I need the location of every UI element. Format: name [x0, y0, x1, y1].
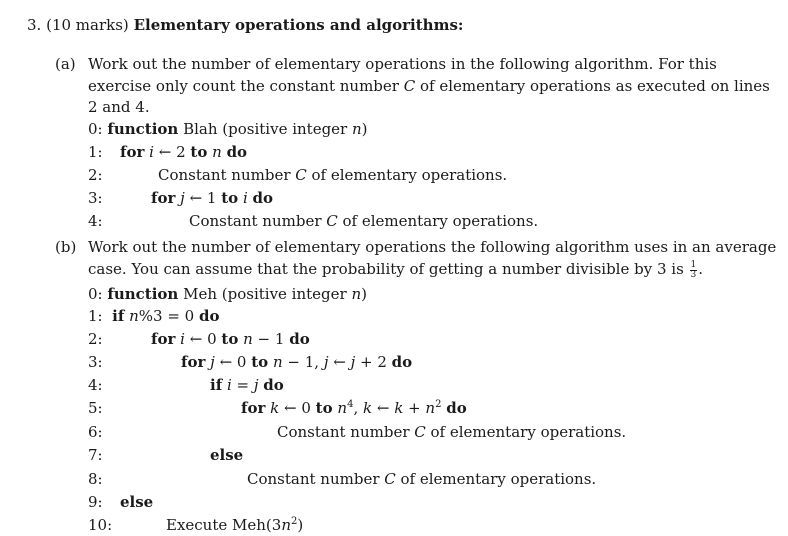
algo-a-line-4-num: 4: — [88, 212, 103, 230]
question-title: Elementary operations and algorithms: — [133, 16, 464, 34]
part-b-text-line-1: Work out the number of elementary operations the following algorithm uses in an average — [88, 238, 777, 256]
algo-a-line-2: Constant number C of elementary operations. — [158, 166, 508, 184]
algo-b-line-7-num: 7: — [88, 446, 103, 464]
algo-a-line-2-num: 2: — [88, 166, 103, 184]
part-a-label: (a) — [55, 55, 76, 73]
algo-b-line-2: for i ← 0 to n − 1 do — [151, 330, 310, 348]
algo-a-line-1: for i ← 2 to n do — [120, 143, 248, 161]
algo-b-line-8: Constant number C of elementary operations. — [247, 470, 597, 488]
algo-b-line-1: 1: if n%3 = 0 do — [88, 307, 220, 325]
algo-b-line-10: Execute $Meh(3n^2)$ — [166, 516, 304, 534]
algo-b-line-5-num: 5: — [88, 399, 103, 417]
algo-b-line-4-num: 4: — [88, 376, 103, 394]
algo-b-line-10-num: 10: — [88, 516, 113, 534]
question-marks: (10 marks) — [46, 16, 129, 34]
algo-a-line-0: 0: function Blah (positive integer n) — [88, 120, 368, 138]
algo-b-line-0: 0: function Meh (positive integer n) — [88, 285, 367, 303]
part-a-text-line-1: Work out the number of elementary operations in the following algorithm. For this — [88, 55, 717, 73]
algo-b-line-6-num: 6: — [88, 423, 103, 441]
probability-fraction: $\frac{1}{3}$ — [690, 259, 697, 280]
question-heading — [27, 16, 463, 34]
question-number: 3. — [27, 16, 42, 34]
algo-b-line-7: else — [210, 446, 244, 464]
part-b-text-line-2: case. You can assume that the probability of getting a number divisible by 3 is $\frac{1}{3}$ . — [88, 259, 704, 280]
algo-b-line-2-num: 2: — [88, 330, 103, 348]
algo-a-line-3: for j ← 1 to i do — [151, 189, 274, 207]
algo-a-line-3-num: 3: — [88, 189, 103, 207]
algo-b-line-9-num: 9: — [88, 493, 103, 511]
algo-a-line-4: Constant number C of elementary operations. — [189, 212, 539, 230]
algo-b-line-6: Constant number C of elementary operations. — [277, 423, 627, 441]
part-a-text-line-3: 2 and 4. — [88, 98, 150, 116]
part-a-text-line-2: exercise only count the constant number C of elementary operations as executed on lines — [88, 77, 770, 95]
algo-b-line-5: for k ← 0 to $n^4$, k ← $k + n^2$ do — [241, 399, 467, 417]
algo-a-line-1-num: 1: — [88, 143, 103, 161]
algo-b-line-3-num: 3: — [88, 353, 103, 371]
algo-b-line-8-num: 8: — [88, 470, 103, 488]
algo-b-line-4: if i = j do — [210, 376, 284, 394]
part-b-label: (b) — [55, 238, 77, 256]
algo-b-line-3: for j ← 0 to n − 1, j ← j + 2 do — [181, 353, 413, 371]
algo-b-line-9: else — [120, 493, 154, 511]
